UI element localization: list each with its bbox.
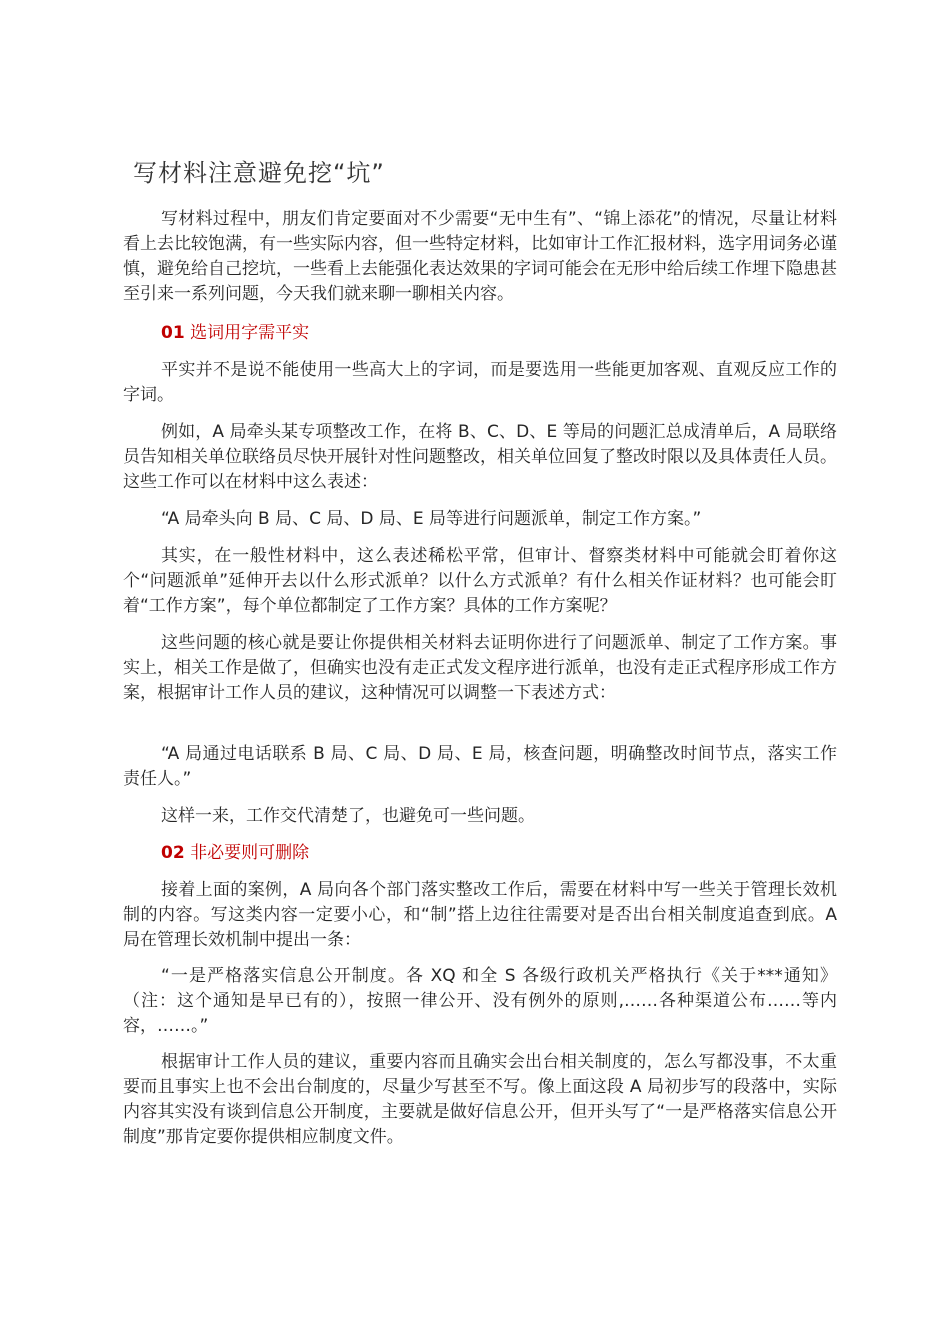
section2-heading-block (123, 841, 837, 866)
s1-p3-block (123, 544, 837, 619)
s1-quote1-block (123, 507, 837, 532)
quote-paragraph: “一是严格落实信息公开制度。各 XQ 和全 S 各级行政机关严格执行《关于***通知》（注：这个通知是早已有的），按照一律公开、没有例外的原则,……各种渠道公布……等内容，……。” (123, 966, 837, 1036)
s1-p4-block (123, 631, 837, 706)
paragraph: 例如，A 局牵头某专项整改工作，在将 B、C、D、E 等局的问题汇总成清单后，A 局联络员告知相关单位联络员尽快开展针对性问题整改，相关单位回复了整改时限以及具体责任人员。这些工作可以在材料中这么表述： (123, 422, 837, 492)
section-heading-text: 选词用字需平实 (190, 323, 310, 343)
section-heading (123, 841, 837, 866)
s1-quote2-block (123, 742, 837, 792)
quote-paragraph: “A 局通过电话联系 B 局、C 局、D 局、E 局，核查问题，明确整改时间节点，落实工作责任人。” (123, 744, 837, 789)
article-title: 写材料注意避免挖“坑” (133, 159, 385, 187)
paragraph: 其实，在一般性材料中，这么表述稀松平常，但审计、督察类材料中可能就会盯着你这个“问题派单”延伸开去以什么形式派单？以什么方式派单？有什么相关作证材料？也可能会盯着“工作方案”，每个单位都制定了工作方案？具体的工作方案呢？ (123, 546, 837, 616)
s2-p1-block (123, 878, 837, 953)
s2-p2-block (123, 1050, 837, 1150)
paragraph: 这些问题的核心就是要让你提供相关材料去证明你进行了问题派单、制定了工作方案。事实上，相关工作是做了，但确实也没有走正式发文程序进行派单，也没有走正式程序形成工作方案，根据审计工作人员的建议，这种情况可以调整一下表述方式： (123, 633, 837, 703)
quote-paragraph: “A 局牵头向 B 局、C 局、D 局、E 局等进行问题派单，制定工作方案。” (161, 509, 702, 529)
section-number: 02 (161, 843, 185, 863)
intro-block (123, 207, 837, 307)
section-number: 01 (161, 323, 185, 343)
intro-paragraph: 写材料过程中，朋友们肯定要面对不少需要“无中生有”、“锦上添花”的情况，尽量让材料看上去比较饱满，有一些实际内容，但一些特定材料，比如审计工作汇报材料，选字用词务必谨慎，避免给自己挖坑，一些看上去能强化表达效果的字词可能会在无形中给后续工作埋下隐患甚至引来一系列问题，今天我们就来聊一聊相关内容。 (123, 209, 837, 304)
s1-p2-block (123, 420, 837, 495)
section-heading-text: 非必要则可删除 (190, 843, 310, 863)
s2-quote1-block (123, 964, 837, 1039)
section-heading (123, 321, 837, 346)
s1-p1-block (123, 358, 837, 408)
paragraph: 这样一来，工作交代清楚了，也避免可一些问题。 (161, 806, 535, 826)
paragraph: 接着上面的案例，A 局向各个部门落实整改工作后，需要在材料中写一些关于管理长效机制的内容。写这类内容一定要小心，和“制”搭上边往往需要对是否出台相关制度追查到底。A 局在管理长效机制中提出一条： (123, 880, 837, 950)
paragraph: 根据审计工作人员的建议，重要内容而且确实会出台相关制度的，怎么写都没事，不太重要而且事实上也不会出台制度的，尽量少写甚至不写。像上面这段 A 局初步写的段落中，实际内容其实没有谈到信息公开制度，主要就是做好信息公开，但开头写了“一是严格落实信息公开制度”那肯定要你提供相应制度文件。 (123, 1052, 837, 1147)
paragraph: 平实并不是说不能使用一些高大上的字词，而是要选用一些能更加客观、直观反应工作的字词。 (123, 360, 837, 405)
section1-heading-block (123, 321, 837, 346)
s1-p5-block (123, 804, 837, 829)
